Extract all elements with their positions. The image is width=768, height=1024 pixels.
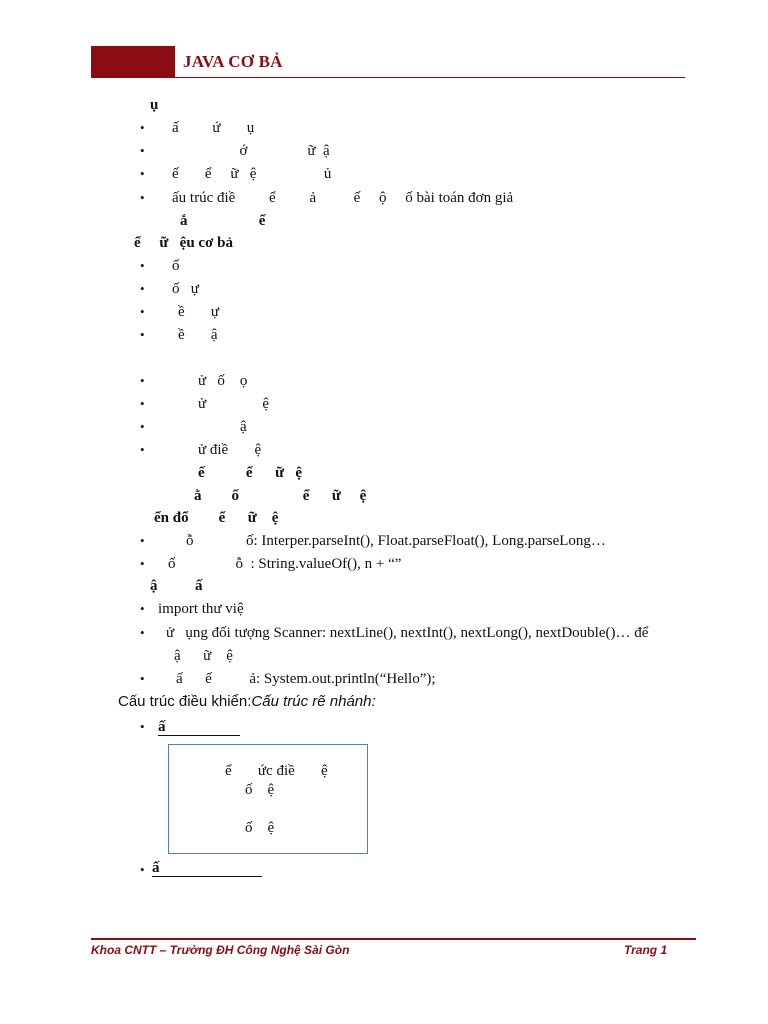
section-heading: ển đổ ể ữ ệ xyxy=(154,510,279,526)
list-item: ố xyxy=(172,258,180,274)
list-item: ế ể ữ ệ ủ xyxy=(172,166,332,182)
bullet-icon: • xyxy=(140,601,145,616)
syntax-line: ố ệ xyxy=(245,782,275,798)
list-item: ử ụng đối tượng Scanner: nextLine(), nextInt(), nextLong(), nextDouble()… để xyxy=(166,625,649,641)
list-item: ớ ữ ậ xyxy=(172,143,330,159)
bullet-icon: • xyxy=(140,120,145,135)
list-item: ấ ứ ụ xyxy=(172,120,255,136)
syntax-line: ể ức điề ệ xyxy=(225,763,328,779)
bullet-icon: • xyxy=(140,304,145,319)
bullet-icon: • xyxy=(140,281,145,296)
bullet-icon: • xyxy=(140,556,145,571)
list-item: ố ỗ : String.valueOf(), n + “” xyxy=(168,556,402,572)
if-statement-heading: ấ xyxy=(158,718,240,736)
header-divider xyxy=(91,77,685,78)
list-item: ử điề ệ xyxy=(198,442,262,458)
bullet-icon: • xyxy=(140,419,145,434)
header-accent-block xyxy=(91,46,175,78)
list-item: ậ xyxy=(240,419,247,435)
section-heading: ắ ế xyxy=(180,213,266,229)
bullet-icon: • xyxy=(140,442,145,457)
list-item: ỗ ố: Interper.parseInt(), Float.parseFloat(), Long.parseLong… xyxy=(186,533,606,549)
footer-divider xyxy=(91,938,696,940)
list-item: ố ự xyxy=(172,281,199,297)
list-item: ề ự xyxy=(178,304,220,320)
bullet-icon: • xyxy=(140,327,145,342)
bullet-icon: • xyxy=(140,533,145,548)
list-item: ấ ế ả: System.out.println(“Hello”); xyxy=(176,671,436,687)
bullet-icon: • xyxy=(140,190,145,205)
list-item: ử ố ọ xyxy=(198,373,248,389)
branching-subtitle: Cấu trúc rẽ nhánh: xyxy=(251,693,376,710)
syntax-box xyxy=(168,744,368,854)
syntax-line: ố ệ xyxy=(245,820,275,836)
bullet-icon: • xyxy=(140,862,145,877)
bullet-icon: • xyxy=(140,143,145,158)
list-item: ử ệ xyxy=(198,396,270,412)
list-item-continuation: ậ ữ ệ xyxy=(174,648,233,664)
bullet-icon: • xyxy=(140,625,145,640)
control-structure-heading xyxy=(118,693,376,710)
bullet-icon: • xyxy=(140,166,145,181)
control-structure-label: Cấu trúc điều khiển: xyxy=(118,693,252,710)
sub-heading: ế ể ữ ệ xyxy=(198,465,302,481)
bullet-icon: • xyxy=(140,671,145,686)
section-heading: ể ữ ệu cơ bả xyxy=(134,235,233,251)
list-item: import thư việ xyxy=(158,601,244,617)
if-else-heading: ấ xyxy=(152,859,262,877)
footer-institution: Khoa CNTT – Trường ĐH Công Nghệ Sài Gòn xyxy=(91,943,350,957)
bullet-icon: • xyxy=(140,396,145,411)
sub-heading: ằ ố ể ữ ệ xyxy=(194,488,367,504)
list-item: ề ậ xyxy=(178,327,218,343)
bullet-icon: • xyxy=(140,719,145,734)
list-item: ấu trúc điề ể ả ế ộ ố bài toán đơn giả xyxy=(172,190,514,206)
section-heading: ụ xyxy=(150,97,159,113)
section-heading: ậ ấ xyxy=(150,578,203,594)
bullet-icon: • xyxy=(140,373,145,388)
bullet-icon: • xyxy=(140,258,145,273)
page-number: Trang 1 xyxy=(624,943,668,957)
page-header-title: JAVA CƠ BẢ xyxy=(183,52,283,71)
